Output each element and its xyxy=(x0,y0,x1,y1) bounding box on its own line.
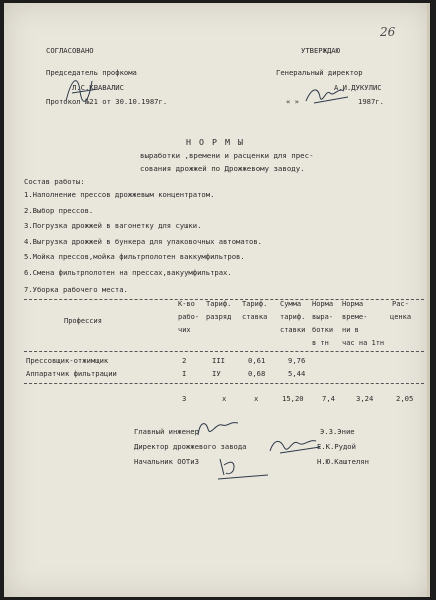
header-time-3: ни в xyxy=(342,326,359,334)
table-row-grade: IУ xyxy=(212,369,221,378)
table-row-sum: 9,76 xyxy=(288,356,306,365)
header-sum-3: ставки xyxy=(280,326,306,334)
approval-left-title: СОГЛАСОВАНО xyxy=(46,46,94,55)
header-rate-2: ставка xyxy=(242,313,268,321)
document-page xyxy=(4,3,430,597)
signature-role: Директор дрожжевого завода xyxy=(134,442,247,451)
total-price: 2,05 xyxy=(396,394,414,403)
header-grade-1: Тариф. xyxy=(206,300,232,308)
table-body-rule xyxy=(24,383,424,384)
approval-left-name: Л.С.КРАВАЛИС xyxy=(72,83,124,92)
signature-role: Начальник ООТиЗ xyxy=(134,457,199,466)
header-time-2: време- xyxy=(342,313,368,321)
table-row-profession: Прессовщик-отжимщик xyxy=(26,356,109,365)
total-grade: х xyxy=(222,394,227,403)
header-count-2: рабо- xyxy=(178,313,200,321)
table-row-profession: Аппаратчик фильтрации xyxy=(26,369,117,378)
table-row-grade: III xyxy=(212,356,225,365)
total-rate: х xyxy=(254,394,259,403)
chief-engineer-signature xyxy=(194,417,244,441)
header-profession: Профессия xyxy=(64,317,102,325)
works-heading: Состав работы: xyxy=(24,177,85,186)
header-rate-1: Тариф. xyxy=(242,300,268,308)
header-time-4: час на 1тн xyxy=(342,339,385,347)
work-item: 5.Мойка прессов,мойка фильтрполотен ваккумфильтров. xyxy=(24,252,245,261)
signature-name: Э.З.Эние xyxy=(320,427,355,436)
table-row-rate: 0,68 xyxy=(248,369,266,378)
work-item: 4.Выгрузка дрожжей в бункера для упаковочных автоматов. xyxy=(24,237,262,246)
approval-right-role: Генеральный директор xyxy=(276,68,363,77)
approval-left-protocol: Протокол №21 от 30.10.1987г. xyxy=(46,97,168,106)
document-title-line1: выработки ,времени и расценки для прес- xyxy=(140,151,314,160)
document-title-line2: сования дрожжей по Дрожжевому заводу. xyxy=(140,164,305,173)
signature-name: Е.К.Рудой xyxy=(317,442,356,451)
header-price-2: ценка xyxy=(390,313,412,321)
header-count-3: чих xyxy=(178,326,191,334)
header-norm-3: ботки xyxy=(312,326,334,334)
ootiz-head-signature xyxy=(214,453,272,483)
header-grade-2: разряд xyxy=(206,313,232,321)
table-row-count: I xyxy=(182,369,187,378)
plant-director-signature xyxy=(266,435,326,457)
approval-right-year: 1987г. xyxy=(358,97,384,106)
table-row-sum: 5,44 xyxy=(288,369,306,378)
header-norm-4: в тн xyxy=(312,339,329,347)
director-signature xyxy=(304,83,354,109)
table-header-rule xyxy=(24,351,424,352)
total-norm: 7,4 xyxy=(322,394,335,403)
total-sum: 15,20 xyxy=(282,394,304,403)
header-time-1: Норма xyxy=(342,300,364,308)
page-edge xyxy=(427,3,430,597)
header-norm-2: выра- xyxy=(312,313,334,321)
work-item: 3.Погрузка дрожжей в вагонетку для сушки. xyxy=(24,221,202,230)
approval-right-title: УТВЕРЖДАЮ xyxy=(301,46,340,55)
header-price-1: Рас- xyxy=(392,300,409,308)
signature-name: Н.Ю.Каштелян xyxy=(317,457,369,466)
signature-role: Главный инженер xyxy=(134,427,199,436)
work-item: 7.Уборка рабочего места. xyxy=(24,285,128,294)
page-number: 26 xyxy=(380,25,396,39)
work-item: 2.Выбор прессов. xyxy=(24,206,94,215)
work-item: 1.Наполнение прессов дрожжевым концентратом. xyxy=(24,190,215,199)
work-item: 6.Смена фильтрполотен на прессах,вакуумфильтрах. xyxy=(24,268,232,277)
table-row-count: 2 xyxy=(182,356,187,365)
header-count-1: К-во xyxy=(178,300,195,308)
header-sum-1: Сумма xyxy=(280,300,302,308)
approval-left-role: Председатель профкома xyxy=(46,68,137,77)
chairman-signature xyxy=(62,71,102,107)
total-time: 3,24 xyxy=(356,394,374,403)
approval-right-name: А.И.ДУКУЛИС xyxy=(334,83,382,92)
table-row-rate: 0,61 xyxy=(248,356,266,365)
document-heading: Н О Р М Ы xyxy=(186,137,245,147)
total-count: 3 xyxy=(182,394,187,403)
header-sum-2: тариф. xyxy=(280,313,306,321)
approval-right-date-prefix: « » xyxy=(286,97,299,106)
header-norm-1: Норма xyxy=(312,300,334,308)
